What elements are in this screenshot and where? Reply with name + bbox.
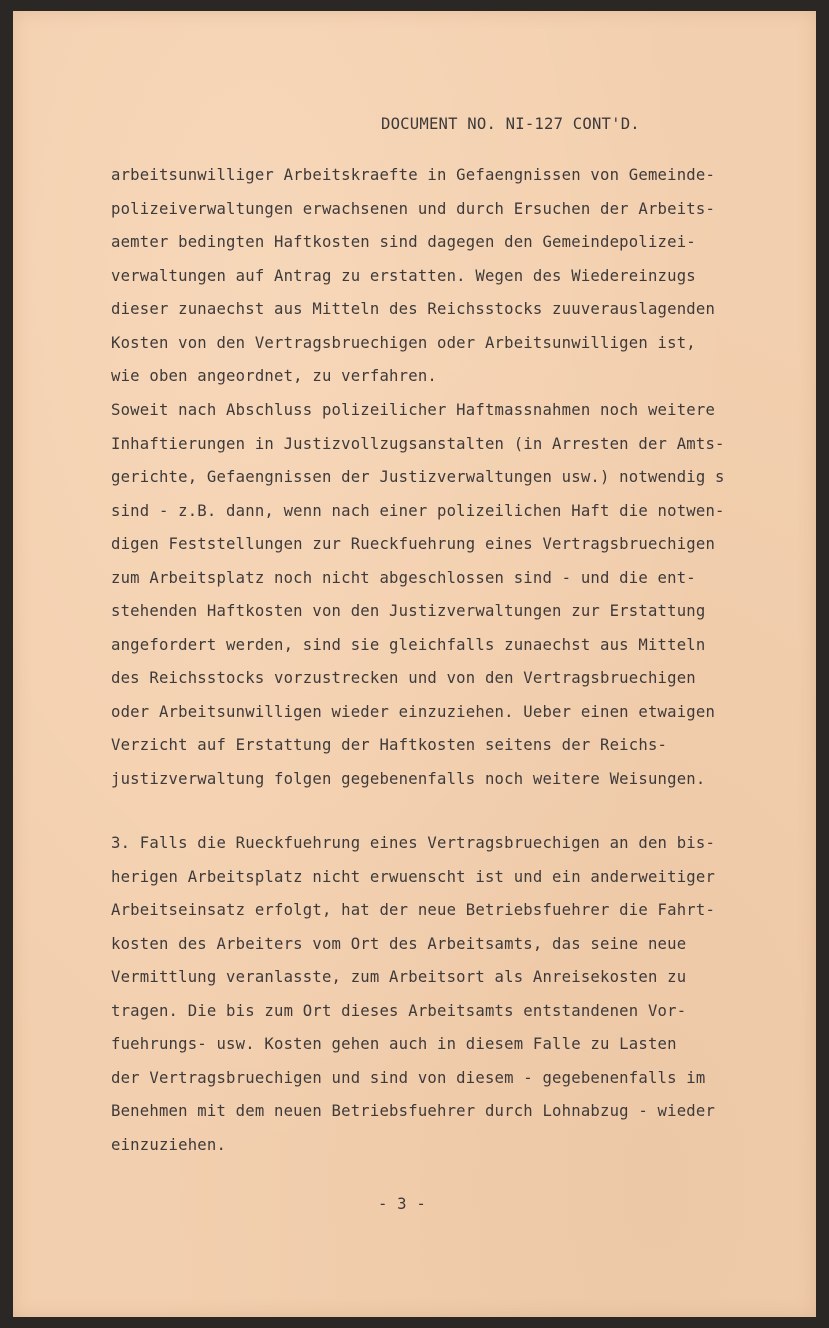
paragraph-3 bbox=[111, 827, 715, 1162]
text-line: angefordert werden, sind sie gleichfalls zunaechst aus Mitteln bbox=[111, 635, 706, 654]
text-line: Arbeitseinsatz erfolgt, hat der neue Betriebsfuehrer die Fahrt- bbox=[111, 901, 716, 919]
text-line: herigen Arbeitsplatz nicht erwuenscht ist und ein anderweitiger bbox=[111, 867, 716, 886]
text-line: fuehrungs- usw. Kosten gehen auch in diesem Falle zu Lasten bbox=[111, 1035, 677, 1053]
text-line: der Vertragsbruechigen und sind von diesem - gegebenenfalls im bbox=[111, 1068, 706, 1087]
text-line: stehenden Haftkosten von den Justizverwaltungen zur Erstattung bbox=[111, 602, 706, 620]
text-line: gerichte, Gefaengnissen der Justizverwaltungen usw.) notwendig s bbox=[111, 468, 725, 486]
text-line: dieser zunaechst aus Mitteln des Reichsstocks zuuverauslagenden bbox=[111, 300, 716, 318]
text-line: Kosten von den Vertragsbruechigen oder Arbeitsunwilligen ist, bbox=[111, 333, 696, 352]
text-line: Soweit nach Abschluss polizeilicher Haftmassnahmen noch weitere bbox=[111, 401, 716, 419]
text-line: wie oben angeordnet, zu verfahren. bbox=[111, 367, 437, 385]
text-line: sind - z.B. dann, wenn nach einer polizeilichen Haft die notwen- bbox=[111, 501, 725, 520]
text-line: polizeiverwaltungen erwachsenen und durch Ersuchen der Arbeits- bbox=[111, 199, 716, 218]
text-line: Verzicht auf Erstattung der Haftkosten seitens der Reichs- bbox=[111, 736, 668, 754]
text-line: Inhaftierungen in Justizvollzugsanstalten (in Arresten der Amts- bbox=[111, 434, 725, 453]
text-line: Benehmen mit dem neuen Betriebsfuehrer durch Lohnabzug - wieder bbox=[111, 1102, 716, 1120]
document-header: DOCUMENT NO. NI-127 CONT'D. bbox=[381, 115, 640, 133]
text-line: justizverwaltung folgen gegebenenfalls noch weitere Weisungen. bbox=[111, 769, 706, 788]
text-line: 3. Falls die Rueckfuehrung eines Vertragsbruechigen an den bis- bbox=[111, 834, 716, 852]
text-line: einzuziehen. bbox=[111, 1135, 227, 1154]
text-line: tragen. Die bis zum Ort dieses Arbeitsamts entstandenen Vor- bbox=[111, 1001, 687, 1020]
text-line: aemter bedingten Haftkosten sind dagegen den Gemeindepolizei- bbox=[111, 233, 696, 251]
document-page bbox=[13, 11, 816, 1317]
paragraph-1 bbox=[111, 159, 715, 394]
text-line: oder Arbeitsunwilligen wieder einzuziehen. Ueber einen etwaigen bbox=[111, 702, 716, 721]
text-line: digen Feststellungen zur Rueckfuehrung eines Vertragsbruechigen bbox=[111, 535, 716, 553]
text-line: verwaltungen auf Antrag zu erstatten. Wegen des Wiedereinzugs bbox=[111, 266, 696, 285]
text-line: kosten des Arbeiters vom Ort des Arbeitsamts, das seine neue bbox=[111, 934, 687, 953]
text-line: arbeitsunwilliger Arbeitskraefte in Gefaengnissen von Gemeinde- bbox=[111, 166, 716, 184]
text-line: Vermittlung veranlasste, zum Arbeitsort als Anreisekosten zu bbox=[111, 968, 687, 986]
paragraph-2 bbox=[111, 394, 725, 796]
text-line: des Reichsstocks vorzustrecken und von den Vertragsbruechigen bbox=[111, 669, 696, 687]
page-number: - 3 - bbox=[378, 1195, 426, 1213]
text-line: zum Arbeitsplatz noch nicht abgeschlossen sind - und die ent- bbox=[111, 568, 696, 587]
